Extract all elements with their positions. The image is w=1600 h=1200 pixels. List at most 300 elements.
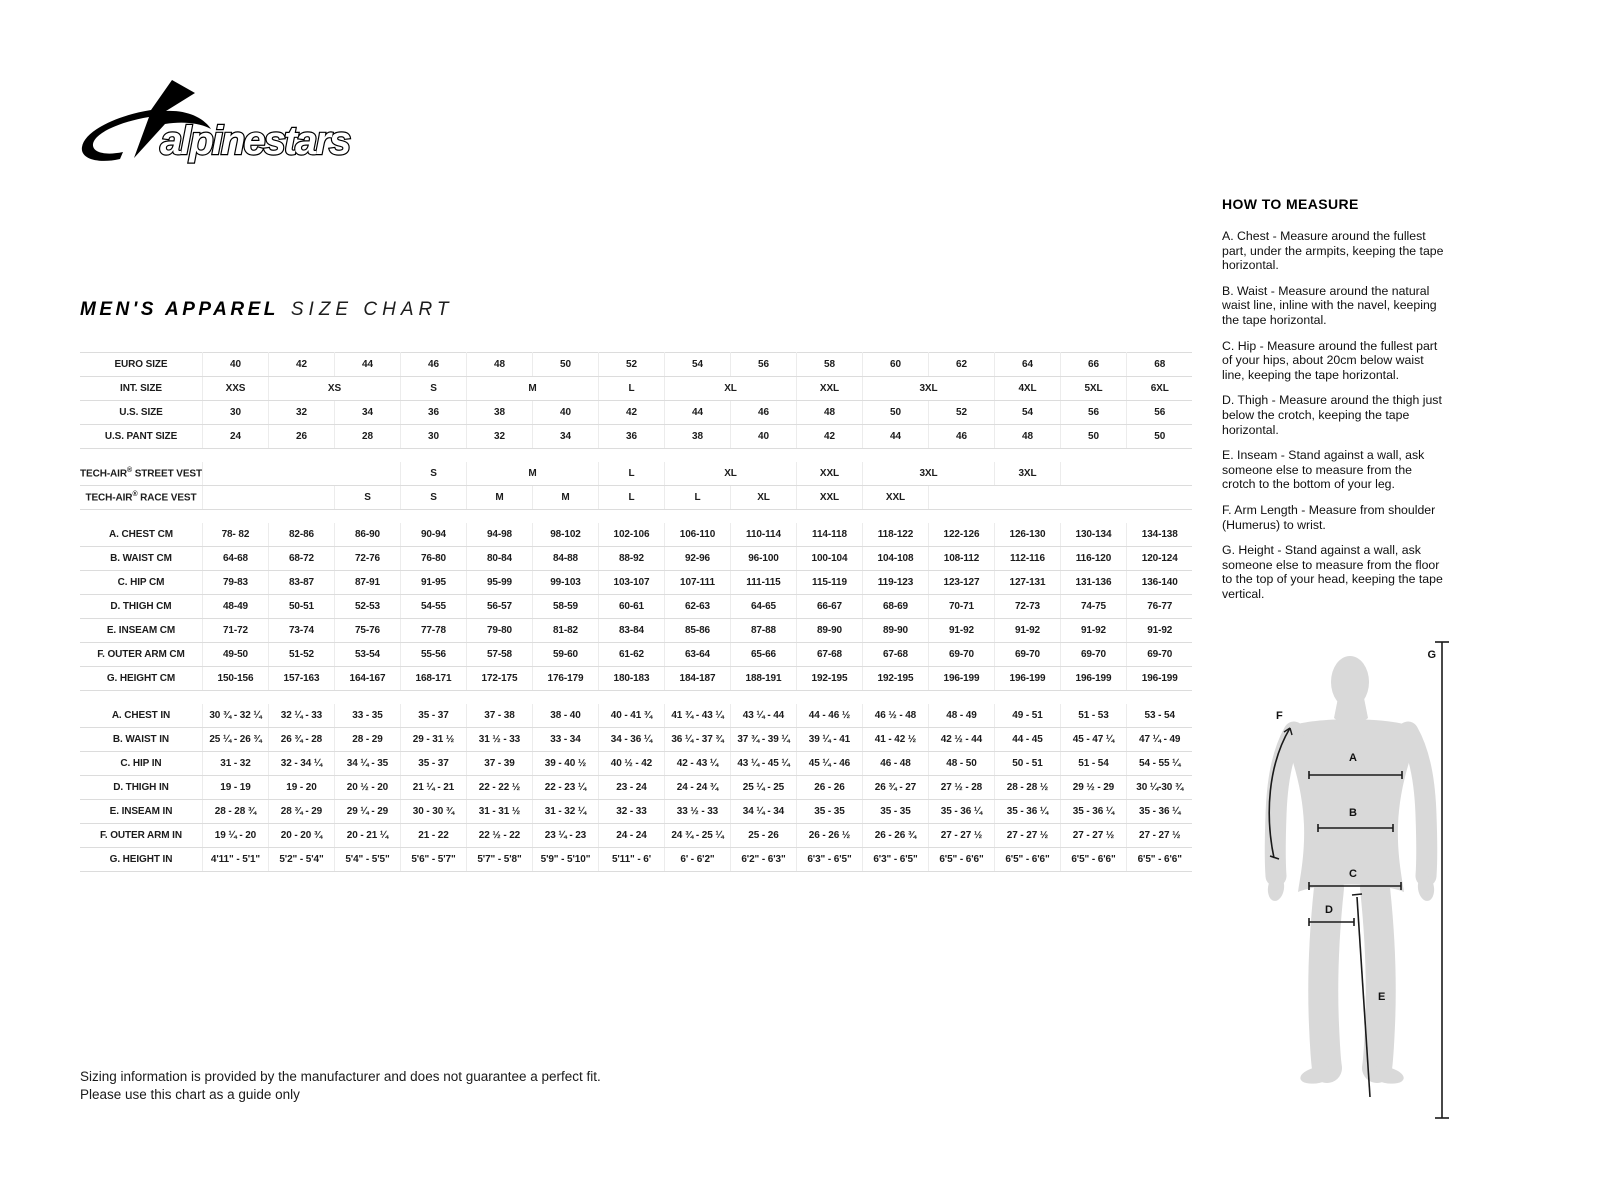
size-cell: 3XL — [862, 377, 994, 401]
size-cell: 50 — [532, 353, 598, 377]
size-cell: 107-111 — [664, 571, 730, 595]
table-row — [80, 523, 1192, 547]
size-cell: 87-88 — [730, 619, 796, 643]
size-cell: 34 — [334, 401, 400, 425]
size-cell: 28 - 28 ½ — [994, 776, 1060, 800]
size-cell: 70-71 — [928, 595, 994, 619]
size-cell: 35 - 35 — [862, 800, 928, 824]
size-cell: XXL — [796, 486, 862, 510]
size-cell: 39 ¼ - 41 — [796, 728, 862, 752]
size-cell: 44 — [862, 425, 928, 449]
size-cell: 38 - 40 — [532, 704, 598, 728]
size-cell: XL — [664, 462, 796, 486]
size-cell: 49 - 51 — [994, 704, 1060, 728]
size-cell: 27 ½ - 28 — [928, 776, 994, 800]
table-row — [80, 547, 1192, 571]
size-cell: 123-127 — [928, 571, 994, 595]
size-cell: 19 ¼ - 20 — [202, 824, 268, 848]
table-row — [80, 462, 1192, 486]
size-cell: 5'9" - 5'10" — [532, 848, 598, 872]
size-cell: 6'3" - 6'5" — [796, 848, 862, 872]
size-cell: 50-51 — [268, 595, 334, 619]
blank-cell — [202, 486, 334, 510]
size-cell: M — [466, 377, 598, 401]
row-label: EURO SIZE — [80, 353, 202, 377]
size-cell: 28 — [334, 425, 400, 449]
size-cell: L — [598, 462, 664, 486]
table-row — [80, 824, 1192, 848]
table-row — [80, 619, 1192, 643]
size-cell: 88-92 — [598, 547, 664, 571]
size-cell: 33 ½ - 33 — [664, 800, 730, 824]
size-cell: 67-68 — [862, 643, 928, 667]
size-cell: 30 ¼-30 ¾ — [1126, 776, 1192, 800]
size-cell: 67-68 — [796, 643, 862, 667]
size-cell: 25 ¼ - 26 ¾ — [202, 728, 268, 752]
label-chest: A — [1349, 752, 1357, 764]
size-cell: 20 - 20 ¾ — [268, 824, 334, 848]
size-cell: 23 - 24 — [598, 776, 664, 800]
height-measure-line — [1435, 642, 1449, 1118]
size-cell: 46 — [400, 353, 466, 377]
size-cell: 42 — [598, 401, 664, 425]
size-cell: 50 — [1060, 425, 1126, 449]
table-row — [80, 776, 1192, 800]
size-cell: 6'5" - 6'6" — [1060, 848, 1126, 872]
row-label: F. OUTER ARM IN — [80, 824, 202, 848]
size-cell: 83-84 — [598, 619, 664, 643]
size-cell: 34 - 36 ¼ — [598, 728, 664, 752]
size-cell: 72-76 — [334, 547, 400, 571]
size-cell: 82-86 — [268, 523, 334, 547]
size-cell: 44 - 45 — [994, 728, 1060, 752]
size-cell: 6'2" - 6'3" — [730, 848, 796, 872]
size-cell: 54 — [664, 353, 730, 377]
size-cell: 40 - 41 ¾ — [598, 704, 664, 728]
size-cell: 53-54 — [334, 643, 400, 667]
size-cell: 31 - 31 ½ — [466, 800, 532, 824]
size-cell: 115-119 — [796, 571, 862, 595]
size-cell: 60 — [862, 353, 928, 377]
size-cell: 77-78 — [400, 619, 466, 643]
size-cell: 48 — [796, 401, 862, 425]
size-cell: 33 - 35 — [334, 704, 400, 728]
size-cell: 61-62 — [598, 643, 664, 667]
size-cell: 192-195 — [862, 667, 928, 691]
label-waist: B — [1349, 807, 1357, 819]
size-cell: 36 — [400, 401, 466, 425]
size-cell: 126-130 — [994, 523, 1060, 547]
size-cell: 6XL — [1126, 377, 1192, 401]
size-cell: 30 — [202, 401, 268, 425]
size-cell: 96-100 — [730, 547, 796, 571]
size-cell: XXL — [862, 486, 928, 510]
size-cell: 56 — [1126, 401, 1192, 425]
size-cell: 40 — [202, 353, 268, 377]
size-cell: 94-98 — [466, 523, 532, 547]
size-cell: 32 — [268, 401, 334, 425]
size-cell: 99-103 — [532, 571, 598, 595]
size-cell: 118-122 — [862, 523, 928, 547]
alpinestars-star-icon — [76, 66, 356, 181]
size-cell: 52 — [928, 401, 994, 425]
table-row — [80, 486, 1192, 510]
size-cell: XXL — [796, 462, 862, 486]
size-cell: 44 — [334, 353, 400, 377]
size-cell: 26 - 26 ¾ — [862, 824, 928, 848]
size-cell: 27 - 27 ½ — [994, 824, 1060, 848]
row-label: E. INSEAM CM — [80, 619, 202, 643]
table-section-gap — [80, 510, 1192, 524]
disclaimer-line-2: Please use this chart as a guide only — [80, 1087, 300, 1103]
size-cell: XXL — [796, 377, 862, 401]
measure-instruction: D. Thigh - Measure around the thigh just below the crotch, keeping the tape horizontal. — [1222, 393, 1442, 437]
size-cell: 69-70 — [928, 643, 994, 667]
size-cell: 76-80 — [400, 547, 466, 571]
table-row — [80, 728, 1192, 752]
label-thigh: D — [1325, 904, 1333, 916]
size-cell: 66 — [1060, 353, 1126, 377]
measure-instruction: F. Arm Length - Measure from shoulder (Humerus) to wrist. — [1222, 502, 1436, 532]
size-cell: 91-92 — [994, 619, 1060, 643]
size-cell: 110-114 — [730, 523, 796, 547]
size-cell: 103-107 — [598, 571, 664, 595]
size-cell: 56 — [1060, 401, 1126, 425]
size-cell: 134-138 — [1126, 523, 1192, 547]
size-cell: 54 - 55 ¼ — [1126, 752, 1192, 776]
size-cell: 20 ½ - 20 — [334, 776, 400, 800]
size-cell: 68 — [1126, 353, 1192, 377]
size-cell: 52-53 — [334, 595, 400, 619]
size-cell: 188-191 — [730, 667, 796, 691]
table-row — [80, 377, 1192, 401]
measure-instruction: E. Inseam - Stand against a wall, ask someone else to measure from the crotch to the bottom of your leg. — [1222, 448, 1425, 492]
table-row — [80, 571, 1192, 595]
size-cell: 43 ¼ - 45 ¼ — [730, 752, 796, 776]
size-cell: 31 ½ - 33 — [466, 728, 532, 752]
size-cell: 196-199 — [928, 667, 994, 691]
size-cell: S — [334, 486, 400, 510]
size-cell: 79-83 — [202, 571, 268, 595]
size-cell: 91-92 — [928, 619, 994, 643]
size-cell: 32 ¼ - 33 — [268, 704, 334, 728]
row-label: E. INSEAM IN — [80, 800, 202, 824]
size-cell: 44 - 46 ½ — [796, 704, 862, 728]
page-title-main: MEN'S APPAREL — [80, 299, 279, 320]
size-chart-table — [80, 352, 1192, 872]
size-cell: 69-70 — [1060, 643, 1126, 667]
size-cell: 104-108 — [862, 547, 928, 571]
size-cell: 40 — [532, 401, 598, 425]
size-cell: 65-66 — [730, 643, 796, 667]
blank-cell — [1060, 462, 1192, 486]
size-cell: 24 — [202, 425, 268, 449]
row-label: TECH-AIR® RACE VEST — [80, 486, 202, 510]
size-cell: 58 — [796, 353, 862, 377]
size-cell: 39 - 40 ½ — [532, 752, 598, 776]
size-cell: 71-72 — [202, 619, 268, 643]
size-cell: 112-116 — [994, 547, 1060, 571]
size-cell: 85-86 — [664, 619, 730, 643]
size-cell: 34 ¼ - 35 — [334, 752, 400, 776]
measure-instruction: B. Waist - Measure around the natural waist line, inline with the navel, keeping the tape horizontal. — [1222, 283, 1437, 327]
size-cell: 32 — [466, 425, 532, 449]
size-cell: L — [598, 377, 664, 401]
logo-wordmark: alpinestars — [160, 119, 350, 163]
size-cell: 69-70 — [994, 643, 1060, 667]
size-cell: 48 — [994, 425, 1060, 449]
row-label: C. HIP CM — [80, 571, 202, 595]
size-cell: 37 ¾ - 39 ¼ — [730, 728, 796, 752]
size-cell: 26 — [268, 425, 334, 449]
size-cell: 95-99 — [466, 571, 532, 595]
size-cell: 37 - 39 — [466, 752, 532, 776]
page-title-sub: SIZE CHART — [290, 299, 454, 320]
size-cell: 48-49 — [202, 595, 268, 619]
page-title — [80, 299, 453, 321]
label-inseam: E — [1378, 991, 1386, 1003]
size-cell: 136-140 — [1126, 571, 1192, 595]
size-cell: 4XL — [994, 377, 1060, 401]
table-row — [80, 401, 1192, 425]
size-cell: 46 - 48 — [862, 752, 928, 776]
size-cell: 40 — [730, 425, 796, 449]
size-cell: 26 ¾ - 27 — [862, 776, 928, 800]
blank-cell — [202, 462, 400, 486]
size-cell: 35 - 36 ¼ — [1126, 800, 1192, 824]
size-cell: 35 - 36 ¼ — [928, 800, 994, 824]
how-to-measure-title: HOW TO MEASURE — [1222, 196, 1359, 212]
size-cell: 64 — [994, 353, 1060, 377]
size-cell: 27 - 27 ½ — [928, 824, 994, 848]
size-cell: 34 ¼ - 34 — [730, 800, 796, 824]
size-cell: 119-123 — [862, 571, 928, 595]
size-cell: 25 ¼ - 25 — [730, 776, 796, 800]
size-cell: 184-187 — [664, 667, 730, 691]
size-cell: 45 - 47 ¼ — [1060, 728, 1126, 752]
size-cell: 28 - 29 — [334, 728, 400, 752]
size-cell: 30 - 30 ¾ — [400, 800, 466, 824]
row-label: TECH-AIR® STREET VEST — [80, 462, 202, 486]
size-cell: 81-82 — [532, 619, 598, 643]
size-cell: 48 - 50 — [928, 752, 994, 776]
size-cell: 59-60 — [532, 643, 598, 667]
size-cell: 75-76 — [334, 619, 400, 643]
size-cell: 56-57 — [466, 595, 532, 619]
row-label: INT. SIZE — [80, 377, 202, 401]
row-label: B. WAIST IN — [80, 728, 202, 752]
size-cell: 68-72 — [268, 547, 334, 571]
size-cell: 108-112 — [928, 547, 994, 571]
size-cell: M — [466, 486, 532, 510]
size-cell: 80-84 — [466, 547, 532, 571]
size-cell: 5'7" - 5'8" — [466, 848, 532, 872]
size-cell: L — [664, 486, 730, 510]
size-cell: 54 — [994, 401, 1060, 425]
size-cell: 6' - 6'2" — [664, 848, 730, 872]
size-cell: 87-91 — [334, 571, 400, 595]
size-cell: 58-59 — [532, 595, 598, 619]
disclaimer-line-1: Sizing information is provided by the manufacturer and does not guarantee a perfect fit. — [80, 1069, 601, 1084]
row-label: U.S. PANT SIZE — [80, 425, 202, 449]
size-cell: 35 - 35 — [796, 800, 862, 824]
disclaimer — [80, 1068, 601, 1104]
table-row — [80, 752, 1192, 776]
row-label: F. OUTER ARM CM — [80, 643, 202, 667]
size-cell: 127-131 — [994, 571, 1060, 595]
size-cell: 168-171 — [400, 667, 466, 691]
size-cell: 62-63 — [664, 595, 730, 619]
size-cell: 6'5" - 6'6" — [928, 848, 994, 872]
row-label: B. WAIST CM — [80, 547, 202, 571]
measurement-figure — [1230, 620, 1600, 1120]
size-cell: 48 — [466, 353, 532, 377]
size-cell: 22 - 22 ½ — [466, 776, 532, 800]
row-label: A. CHEST CM — [80, 523, 202, 547]
size-cell: 34 — [532, 425, 598, 449]
size-cell: 20 - 21 ¼ — [334, 824, 400, 848]
measure-instruction: A. Chest - Measure around the fullest part, under the armpits, keeping the tape horizontal. — [1222, 229, 1444, 273]
size-cell: 22 - 23 ¼ — [532, 776, 598, 800]
size-cell: 60-61 — [598, 595, 664, 619]
size-cell: 26 - 26 ½ — [796, 824, 862, 848]
size-cell: 100-104 — [796, 547, 862, 571]
size-cell: 196-199 — [1060, 667, 1126, 691]
size-cell: 29 ¼ - 29 — [334, 800, 400, 824]
size-cell: 23 ¼ - 23 — [532, 824, 598, 848]
size-cell: 6'5" - 6'6" — [994, 848, 1060, 872]
size-cell: 131-136 — [1060, 571, 1126, 595]
size-cell: 36 — [598, 425, 664, 449]
table-row — [80, 353, 1192, 377]
body-silhouette-diagram — [1230, 620, 1600, 1120]
size-cell: 78- 82 — [202, 523, 268, 547]
how-to-measure-list — [1222, 229, 1448, 601]
table-row — [80, 704, 1192, 728]
size-cell: 172-175 — [466, 667, 532, 691]
label-arm: F — [1276, 710, 1283, 722]
row-label: C. HIP IN — [80, 752, 202, 776]
size-cell: 32 - 34 ¼ — [268, 752, 334, 776]
size-cell: 47 ¼ - 49 — [1126, 728, 1192, 752]
size-cell: 35 - 37 — [400, 752, 466, 776]
size-cell: 91-92 — [1060, 619, 1126, 643]
size-cell: 51 - 54 — [1060, 752, 1126, 776]
size-cell: 98-102 — [532, 523, 598, 547]
size-cell: 92-96 — [664, 547, 730, 571]
size-cell: 38 — [466, 401, 532, 425]
size-cell: 28 - 28 ¾ — [202, 800, 268, 824]
size-cell: 64-68 — [202, 547, 268, 571]
size-cell: 196-199 — [994, 667, 1060, 691]
size-cell: 50 — [862, 401, 928, 425]
size-cell: 84-88 — [532, 547, 598, 571]
size-cell: 76-77 — [1126, 595, 1192, 619]
size-cell: 74-75 — [1060, 595, 1126, 619]
size-cell: 42 ½ - 44 — [928, 728, 994, 752]
size-cell: 31 - 32 ¼ — [532, 800, 598, 824]
size-cell: 122-126 — [928, 523, 994, 547]
table-row — [80, 425, 1192, 449]
table-section-gap — [80, 691, 1192, 705]
size-cell: 41 ¾ - 43 ¼ — [664, 704, 730, 728]
size-cell: 90-94 — [400, 523, 466, 547]
row-label: D. THIGH IN — [80, 776, 202, 800]
size-cell: 196-199 — [1126, 667, 1192, 691]
size-cell: 27 - 27 ½ — [1060, 824, 1126, 848]
size-cell: 5'2" - 5'4" — [268, 848, 334, 872]
size-cell: 56 — [730, 353, 796, 377]
row-label: G. HEIGHT CM — [80, 667, 202, 691]
size-cell: 24 ¾ - 25 ¼ — [664, 824, 730, 848]
size-cell: M — [532, 486, 598, 510]
table-section-gap — [80, 449, 1192, 463]
size-cell: 192-195 — [796, 667, 862, 691]
row-label: D. THIGH CM — [80, 595, 202, 619]
size-cell: 48 - 49 — [928, 704, 994, 728]
row-label: G. HEIGHT IN — [80, 848, 202, 872]
size-cell: 86-90 — [334, 523, 400, 547]
size-cell: 89-90 — [796, 619, 862, 643]
size-cell: 35 - 36 ¼ — [994, 800, 1060, 824]
size-cell: 19 - 20 — [268, 776, 334, 800]
size-cell: 3XL — [994, 462, 1060, 486]
size-cell: 40 ½ - 42 — [598, 752, 664, 776]
blank-cell — [928, 486, 1192, 510]
size-cell: 54-55 — [400, 595, 466, 619]
size-cell: 6'5" - 6'6" — [1126, 848, 1192, 872]
size-cell: 49-50 — [202, 643, 268, 667]
size-cell: 114-118 — [796, 523, 862, 547]
size-cell: S — [400, 462, 466, 486]
size-cell: 164-167 — [334, 667, 400, 691]
size-cell: 42 — [268, 353, 334, 377]
measure-instruction: G. Height - Stand against a wall, ask someone else to measure from the floor to the top of your head, keeping the tape vertical. — [1222, 543, 1443, 601]
table-row — [80, 848, 1192, 872]
size-cell: 91-95 — [400, 571, 466, 595]
table-row — [80, 595, 1192, 619]
size-cell: 64-65 — [730, 595, 796, 619]
size-cell: 91-92 — [1126, 619, 1192, 643]
size-cell: 32 - 33 — [598, 800, 664, 824]
size-cell: 24 - 24 — [598, 824, 664, 848]
size-cell: 27 - 27 ½ — [1126, 824, 1192, 848]
size-cell: 50 — [1126, 425, 1192, 449]
size-cell: XL — [730, 486, 796, 510]
size-cell: 25 - 26 — [730, 824, 796, 848]
size-cell: 130-134 — [1060, 523, 1126, 547]
size-cell: 19 - 19 — [202, 776, 268, 800]
size-cell: 83-87 — [268, 571, 334, 595]
size-cell: 157-163 — [268, 667, 334, 691]
size-cell: 5'4" - 5'5" — [334, 848, 400, 872]
size-cell: 111-115 — [730, 571, 796, 595]
size-cell: 46 ½ - 48 — [862, 704, 928, 728]
size-cell: 42 - 43 ¼ — [664, 752, 730, 776]
size-cell: 5'6" - 5'7" — [400, 848, 466, 872]
size-cell: S — [400, 486, 466, 510]
size-cell: 52 — [598, 353, 664, 377]
size-cell: 37 - 38 — [466, 704, 532, 728]
size-cell: 50 - 51 — [994, 752, 1060, 776]
size-cell: 26 - 26 — [796, 776, 862, 800]
size-cell: 57-58 — [466, 643, 532, 667]
size-cell: 73-74 — [268, 619, 334, 643]
size-cell: 28 ¾ - 29 — [268, 800, 334, 824]
size-cell: 55-56 — [400, 643, 466, 667]
size-cell: 46 — [928, 425, 994, 449]
size-cell: 72-73 — [994, 595, 1060, 619]
